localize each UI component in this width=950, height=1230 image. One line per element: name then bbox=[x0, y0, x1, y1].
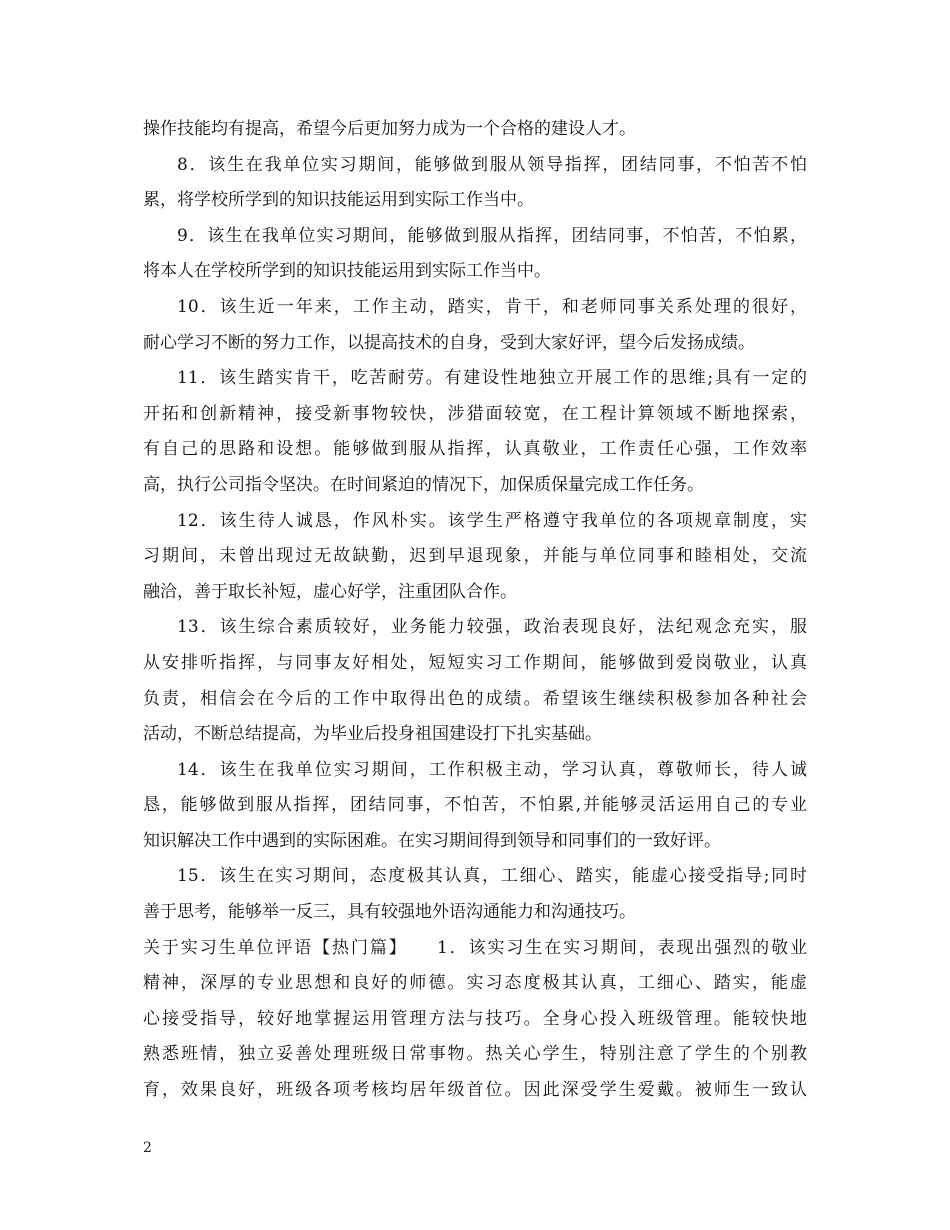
text-line: 高，执行公司指令坚决。在时间紧迫的情况下，加保质保量完成工作任务。 bbox=[143, 474, 704, 495]
text-line: 融洽，善于取长补短，虚心好学，注重团队合作。 bbox=[143, 581, 517, 602]
text-line: 开拓和创新精神，接受新事物较快，涉猎面较宽，在工程计算领域不断地探索， bbox=[143, 403, 807, 424]
text-line: 熟悉班情，独立妥善处理班级日常事物。热关心学生，特别注意了学生的个别教 bbox=[143, 1044, 807, 1065]
text-line: 13．该生综合素质较好，业务能力较强，政治表现良好，法纪观念充实，服 bbox=[177, 617, 807, 638]
text-line: 11．该生踏实肯干，吃苦耐劳。有建设性地独立开展工作的思维;具有一定的 bbox=[177, 368, 807, 389]
text-line: 10．该生近一年来，工作主动，踏实，肯干，和老师同事关系处理的很好， bbox=[177, 296, 807, 317]
text-line: 14．该生在我单位实习期间，工作积极主动，学习认真，尊敬师长，待人诚 bbox=[177, 759, 807, 780]
text-line: 从安排听指挥，与同事友好相处，短短实习工作期间，能够做到爱岗敬业，认真 bbox=[143, 652, 807, 673]
text-line: 有自己的思路和设想。能够做到服从指挥，认真敬业，工作责任心强，工作效率 bbox=[143, 439, 807, 460]
text-line: 习期间，未曾出现过无故缺勤，迟到早退现象，并能与单位同事和睦相处，交流 bbox=[143, 546, 807, 567]
text-line: 累，将学校所学到的知识技能运用到实际工作当中。 bbox=[143, 190, 534, 211]
text-line: 操作技能均有提高，希望今后更加努力成为一个合格的建设人才。 bbox=[143, 119, 636, 139]
text-line: 活动，不断总结提高，为毕业后投身祖国建设打下扎实基础。 bbox=[143, 724, 602, 745]
text-line: 12．该生待人诚恳，作风朴实。该学生严格遵守我单位的各项规章制度，实 bbox=[177, 510, 807, 531]
text-line: 关于实习生单位评语【热门篇】 1．该实习生在实习期间，表现出强烈的敬业 bbox=[143, 937, 807, 958]
text-line: 育，效果良好，班级各项考核均居年级首位。因此深受学生爱戴。被师生一致认 bbox=[143, 1080, 807, 1101]
text-line: 精神，深厚的专业思想和良好的师德。实习态度极其认真，工细心、踏实，能虚 bbox=[143, 973, 807, 994]
text-line: 心接受指导，较好地掌握运用管理方法与技巧。全身心投入班级管理。能较快地 bbox=[143, 1008, 807, 1029]
text-line: 耐心学习不断的努力工作，以提高技术的自身，受到大家好评，望今后发扬成绩。 bbox=[143, 332, 755, 353]
text-line: 善于思考，能够举一反三，具有较强地外语沟通能力和沟通技巧。 bbox=[143, 902, 636, 923]
document-body bbox=[143, 112, 807, 1109]
text-line: 15．该生在实习期间，态度极其认真，工细心、踏实，能虚心接受指导;同时 bbox=[177, 866, 807, 887]
text-line: 9．该生在我单位实习期间，能够做到服从指挥，团结同事，不怕苦，不怕累， bbox=[177, 225, 807, 246]
text-line: 8．该生在我单位实习期间，能够做到服从领导指挥，团结同事，不怕苦不怕 bbox=[177, 154, 807, 175]
text-line: 知识解决工作中遇到的实际困难。在实习期间得到领导和同事们的一致好评。 bbox=[143, 830, 721, 851]
text-line: 负责，相信会在今后的工作中取得出色的成绩。希望该生继续积极参加各种社会 bbox=[143, 688, 807, 709]
text-line: 将本人在学校所学到的知识技能运用到实际工作当中。 bbox=[143, 261, 551, 282]
page-number: 2 bbox=[143, 1140, 152, 1156]
text-line: 恳，能够做到服从指挥，团结同事，不怕苦，不怕累,并能够灵活运用自己的专业 bbox=[143, 795, 807, 816]
